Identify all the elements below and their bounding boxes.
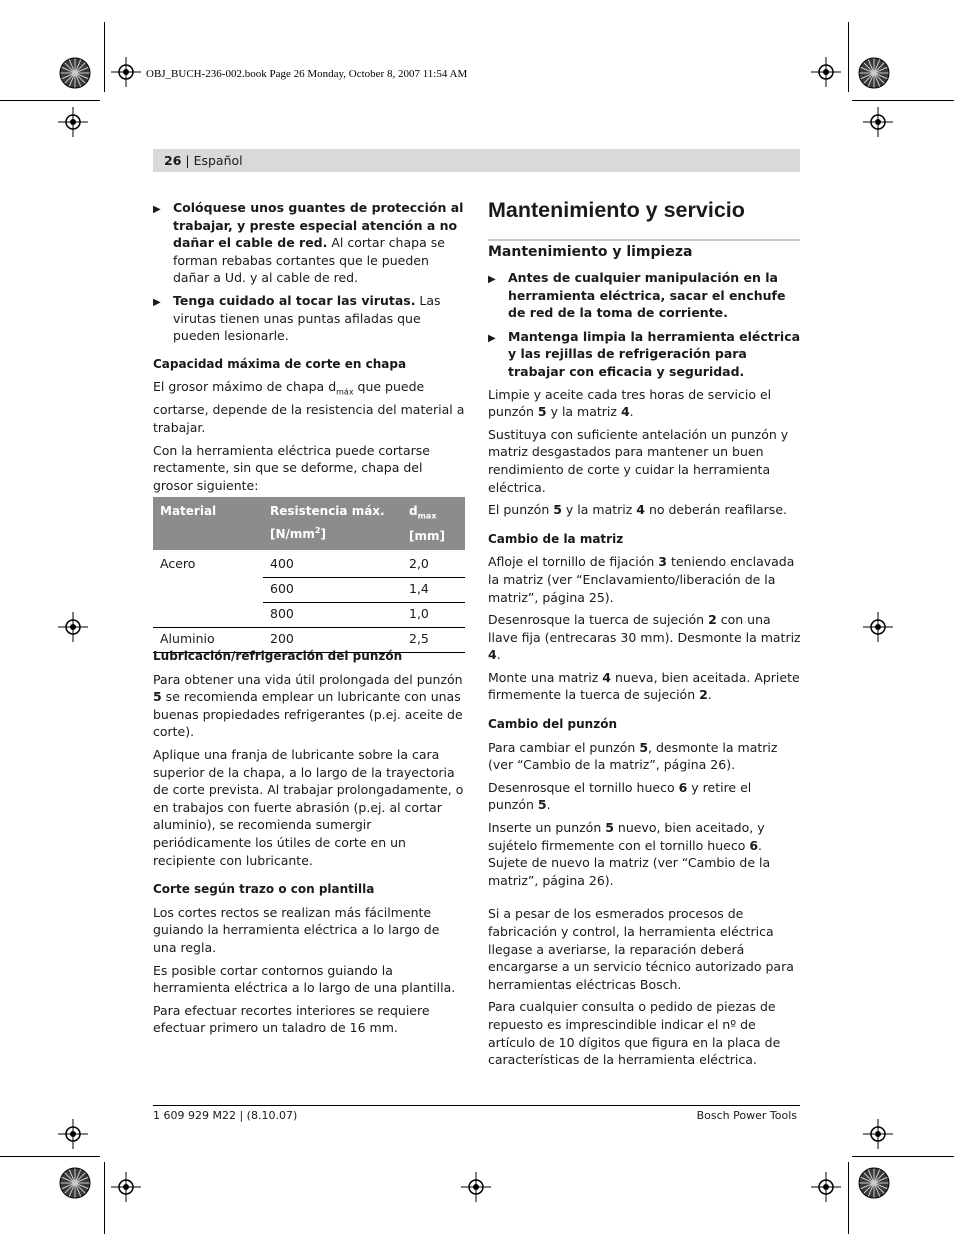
registration-crosshair-icon bbox=[111, 57, 141, 87]
footer-rule bbox=[153, 1105, 800, 1106]
cell-material: Aluminio bbox=[153, 628, 263, 653]
footer-doc-number: 1 609 929 M22 | (8.10.07) bbox=[153, 1109, 298, 1122]
table-header-row bbox=[153, 497, 465, 550]
table-header-material: Material bbox=[153, 497, 263, 550]
footer-brand: Bosch Power Tools bbox=[696, 1109, 797, 1122]
paragraph: Para cualquier consulta o pedido de piezas de repuesto es imprescindible indicar el nº de artículo de 10 dígitos que figura en la placa de características de la herramienta eléctrica. bbox=[488, 999, 781, 1068]
paragraph: Los cortes rectos se realizan más fácilmente guiando la herramienta eléctrica a lo largo de una regla. bbox=[153, 904, 440, 955]
page-number: 26 bbox=[164, 153, 182, 168]
paragraph: Inserte un punzón 5 nuevo, bien aceitado, y sujételo firmemente con el tornillo hueco 6. Sujete de nuevo la matriz (ver “Cambio de la matriz”, página 26). bbox=[488, 820, 771, 888]
cell-resistance: 600 bbox=[263, 578, 402, 603]
table-header-dmax: $d_{max}$ [mm] bbox=[402, 497, 465, 550]
book-file-header: OBJ_BUCH-236-002.book Page 26 Monday, October 8, 2007 11:54 AM bbox=[146, 68, 468, 80]
maintenance-bullet bbox=[488, 269, 801, 322]
crop-line-top-right-v bbox=[848, 22, 849, 92]
left-column bbox=[153, 199, 466, 494]
table-row bbox=[153, 603, 465, 628]
section-heading: Corte según trazo o con plantilla bbox=[153, 882, 375, 897]
cell-resistance: 800 bbox=[263, 603, 402, 628]
crop-line-bottom-left-h bbox=[0, 1156, 100, 1157]
paragraph: El grosor máximo de chapa $d_{máx}$ que puede cortarse, depende de la resistencia del material a trabajar. bbox=[153, 379, 465, 436]
right-column bbox=[488, 269, 801, 1069]
registration-crosshair-icon bbox=[111, 1172, 141, 1202]
cutting-capacity-table bbox=[153, 497, 465, 653]
cell-dmax: 1,4 bbox=[402, 578, 465, 603]
paragraph: Para obtener una vida útil prolongada del punzón 5 se recomienda emplear un lubricante con unas buenas propiedades refrigerantes (p.ej. aceite de corte). bbox=[153, 671, 463, 740]
crop-line-top-left-h bbox=[0, 100, 100, 101]
crop-line-bottom-right-h bbox=[852, 1156, 954, 1157]
registration-star-icon bbox=[858, 1167, 890, 1199]
paragraph: Es posible cortar contornos guiando la herramienta eléctrica a lo largo de una plantilla. bbox=[153, 962, 456, 996]
subsection-title: Mantenimiento y limpieza bbox=[488, 244, 693, 260]
bullet-text: Al cortar chapa se forman rebabas cortantes que le pueden dañar a Ud. y al cable de red. bbox=[173, 235, 445, 286]
registration-crosshair-icon bbox=[58, 1119, 88, 1149]
crop-line-bottom-right-v bbox=[848, 1162, 849, 1234]
bullet-bold-text: Antes de cualquier manipulación en la herramienta eléctrica, sacar el enchufe de red de la toma de corriente. bbox=[508, 270, 786, 321]
registration-crosshair-icon bbox=[461, 1172, 491, 1202]
bullet-bold-text: Tenga cuidado al tocar las virutas. bbox=[173, 292, 416, 308]
table-header-resistance: Resistencia máx. $[N/mm^2]$ bbox=[263, 497, 402, 550]
title-rule bbox=[488, 239, 800, 241]
registration-star-icon bbox=[59, 1167, 91, 1199]
cell-dmax: 2,0 bbox=[409, 556, 429, 572]
registration-crosshair-icon bbox=[811, 57, 841, 87]
section-heading: Capacidad máxima de corte en chapa bbox=[153, 356, 407, 371]
cell-resistance: 400 bbox=[270, 556, 294, 572]
registration-crosshair-icon bbox=[811, 1172, 841, 1202]
cell-dmax: 1,0 bbox=[402, 603, 465, 628]
bullet-bold-text: Colóquese unos guantes de protección al trabajar, y preste especial atención a no dañar el cable de red. bbox=[173, 200, 464, 251]
paragraph: Desenrosque la tuerca de sujeción 2 con una llave fija (entrecaras 30 mm). Desmonte la matriz 4. bbox=[488, 612, 801, 663]
section-title: Mantenimiento y servicio bbox=[488, 198, 745, 222]
paragraph: Afloje el tornillo de fijación 3 teniendo enclavada la matriz (ver “Enclavamiento/liberación de la matriz”, página 25). bbox=[488, 554, 795, 605]
paragraph: El punzón 5 y la matriz 4 no deberán reafilarse. bbox=[488, 502, 787, 518]
registration-star-icon bbox=[59, 57, 91, 89]
triangle-bullet-icon: ▶ bbox=[488, 274, 496, 285]
crop-line-top-right-h bbox=[852, 100, 954, 101]
paragraph: Monte una matriz 4 nueva, bien aceitada. Apriete firmemente la tuerca de sujeción 2. bbox=[488, 669, 800, 703]
header-separator: | bbox=[181, 153, 194, 168]
bullet-bold-text: Mantenga limpia la herramienta eléctrica y las rejillas de refrigeración para trabajar con eficacia y seguridad. bbox=[508, 328, 801, 379]
registration-star-icon bbox=[858, 57, 890, 89]
triangle-bullet-icon: ▶ bbox=[153, 204, 161, 215]
cell-material bbox=[153, 603, 263, 628]
paragraph: Para efectuar recortes interiores se requiere efectuar primero un taladro de 16 mm. bbox=[153, 1002, 430, 1036]
safety-bullet bbox=[153, 199, 466, 287]
triangle-bullet-icon: ▶ bbox=[488, 332, 496, 344]
crop-line-bottom-left-v bbox=[104, 1162, 105, 1234]
paragraph: Para cambiar el punzón 5, desmonte la matriz (ver “Cambio de la matriz”, página 26). bbox=[488, 739, 778, 773]
registration-crosshair-icon bbox=[863, 1119, 893, 1149]
safety-bullet bbox=[153, 292, 466, 345]
registration-crosshair-icon bbox=[58, 107, 88, 137]
cell-dmax: 2,5 bbox=[402, 628, 465, 653]
paragraph: Sustituya con suficiente antelación un punzón y matriz desgastados para mantener un buen rendimiento de corte y cuidar la herramienta eléctrica. bbox=[488, 426, 789, 495]
registration-crosshair-icon bbox=[58, 612, 88, 642]
crop-line-top-left-v bbox=[104, 22, 105, 92]
registration-crosshair-icon bbox=[863, 612, 893, 642]
bullet-text: Las virutas tienen unas puntas afiladas que pueden lesionarle. bbox=[173, 292, 441, 344]
paragraph: Con la herramienta eléctrica puede cortarse rectamente, sin que se deforme, chapa del grosor siguiente: bbox=[153, 442, 430, 493]
left-column-lower bbox=[153, 648, 466, 1037]
paragraph: Aplique una franja de lubricante sobre la cara superior de la chapa, a lo largo de la trayectoria de corte prevista. Al trabajar prolongadamente, o en trabajos con fuerte abrasión (p.ej. al cortar aluminio), se recomienda sumergir periódicamente los útiles de corte en un recipiente con lubricante. bbox=[153, 746, 464, 868]
cell-resistance: 200 bbox=[263, 628, 402, 653]
cell-material: Acero bbox=[160, 556, 196, 572]
language-label: Español bbox=[193, 153, 243, 168]
triangle-bullet-icon: ▶ bbox=[153, 296, 161, 308]
maintenance-bullet bbox=[488, 328, 801, 381]
registration-crosshair-icon bbox=[863, 107, 893, 137]
paragraph: Desenrosque el tornillo hueco 6 y retire el punzón 5. bbox=[488, 779, 752, 813]
cell-material bbox=[153, 578, 263, 603]
section-heading: Cambio de la matriz bbox=[488, 531, 624, 546]
section-heading: Cambio del punzón bbox=[488, 717, 617, 732]
table-row bbox=[153, 578, 465, 603]
paragraph: Limpie y aceite cada tres horas de servicio el punzón 5 y la matriz 4. bbox=[488, 386, 772, 420]
section-heading: Lubricación/refrigeración del punzón bbox=[153, 649, 403, 663]
table-row bbox=[153, 550, 465, 578]
paragraph: Si a pesar de los esmerados procesos de fabricación y control, la herramienta eléctrica llegase a averiarse, la reparación deberá encargarse a un servicio técnico autorizado para herramientas eléctricas Bosch. bbox=[488, 906, 794, 992]
page-header-bar bbox=[153, 149, 800, 172]
